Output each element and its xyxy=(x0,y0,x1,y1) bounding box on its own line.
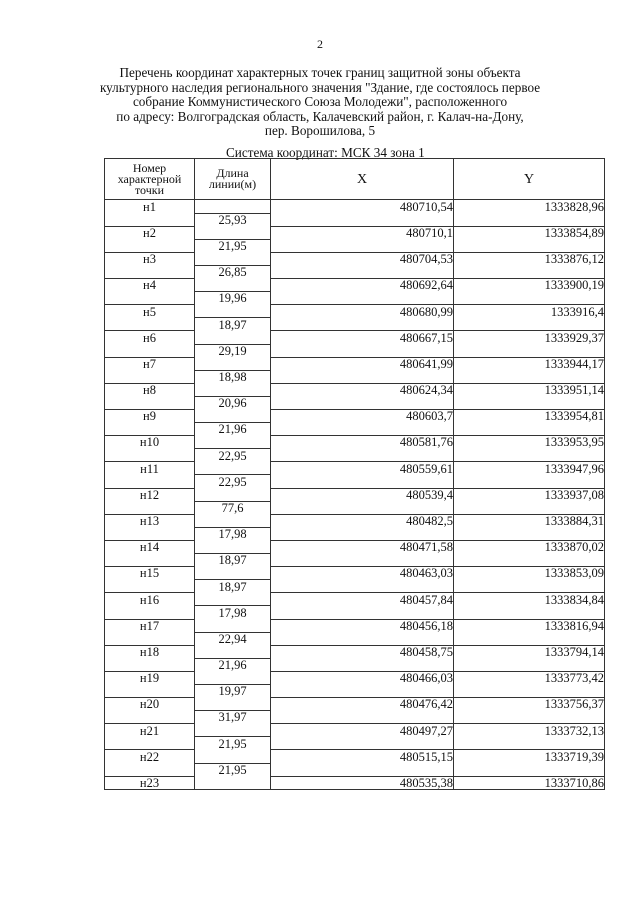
point-y: 1333937,08 xyxy=(454,488,605,501)
x-spacer xyxy=(271,396,454,409)
point-y: 1333719,39 xyxy=(454,750,605,763)
point-x: 480692,64 xyxy=(271,279,454,292)
page-number: 2 xyxy=(317,37,323,51)
length-spacer xyxy=(195,279,271,292)
length-spacer xyxy=(195,567,271,580)
x-spacer xyxy=(271,554,454,567)
table-row xyxy=(105,737,605,750)
point-x: 480641,99 xyxy=(271,357,454,370)
name-spacer xyxy=(105,711,195,724)
table-row xyxy=(105,540,605,553)
point-name: н20 xyxy=(105,698,195,711)
title-line-2: культурного наследия регионального значения "Здание, где состоялось первое xyxy=(99,79,541,95)
segment-length: 21,96 xyxy=(195,423,271,436)
table-row xyxy=(105,449,605,462)
point-name: н22 xyxy=(105,750,195,763)
point-x: 480497,27 xyxy=(271,724,454,737)
segment-length: 17,98 xyxy=(195,606,271,619)
header-length-line-2: линии(м) xyxy=(208,177,257,191)
table-row xyxy=(105,501,605,514)
segment-length: 19,96 xyxy=(195,292,271,305)
point-name: н3 xyxy=(105,252,195,265)
name-spacer xyxy=(105,344,195,357)
table-row xyxy=(105,239,605,252)
table-row xyxy=(105,383,605,396)
table-row xyxy=(105,711,605,724)
point-y: 1333954,81 xyxy=(454,410,605,423)
point-y: 1333756,37 xyxy=(454,698,605,711)
table-row xyxy=(105,410,605,423)
segment-length: 21,95 xyxy=(195,239,271,252)
table-row xyxy=(105,606,605,619)
header-point-number xyxy=(105,159,195,200)
name-spacer xyxy=(105,292,195,305)
x-spacer xyxy=(271,475,454,488)
name-spacer xyxy=(105,475,195,488)
segment-length: 77,6 xyxy=(195,501,271,514)
table-row xyxy=(105,305,605,318)
y-spacer xyxy=(454,501,605,514)
table-row xyxy=(105,671,605,684)
segment-length: 20,96 xyxy=(195,396,271,409)
table-row xyxy=(105,684,605,697)
x-spacer xyxy=(271,265,454,278)
name-spacer xyxy=(105,265,195,278)
length-spacer xyxy=(195,750,271,763)
point-name: н16 xyxy=(105,593,195,606)
name-spacer xyxy=(105,527,195,540)
point-y: 1333944,17 xyxy=(454,357,605,370)
table-row xyxy=(105,580,605,593)
segment-length: 25,93 xyxy=(195,213,271,226)
table-row xyxy=(105,226,605,239)
point-x: 480457,84 xyxy=(271,593,454,606)
length-spacer xyxy=(195,305,271,318)
point-name: н1 xyxy=(105,200,195,214)
point-x: 480463,03 xyxy=(271,567,454,580)
point-y: 1333732,13 xyxy=(454,724,605,737)
name-spacer xyxy=(105,318,195,331)
length-spacer xyxy=(195,540,271,553)
point-x: 480515,15 xyxy=(271,750,454,763)
title-line-4: по адресу: Волгоградская область, Калачевский район, г. Калач-на-Дону, xyxy=(116,108,524,124)
x-spacer xyxy=(271,580,454,593)
x-spacer xyxy=(271,213,454,226)
name-spacer xyxy=(105,632,195,645)
point-x: 480680,99 xyxy=(271,305,454,318)
point-x: 480624,34 xyxy=(271,383,454,396)
length-spacer xyxy=(195,410,271,423)
table-row xyxy=(105,292,605,305)
segment-length: 22,95 xyxy=(195,449,271,462)
y-spacer xyxy=(454,475,605,488)
point-y: 1333710,86 xyxy=(454,776,605,790)
point-x: 480710,54 xyxy=(271,200,454,214)
name-spacer xyxy=(105,737,195,750)
length-spacer xyxy=(195,488,271,501)
point-x: 480458,75 xyxy=(271,645,454,658)
point-x: 480559,61 xyxy=(271,462,454,475)
point-name: н2 xyxy=(105,226,195,239)
y-spacer xyxy=(454,239,605,252)
name-spacer xyxy=(105,239,195,252)
table-row xyxy=(105,462,605,475)
name-spacer xyxy=(105,423,195,436)
table-row xyxy=(105,514,605,527)
table-row xyxy=(105,567,605,580)
table-row xyxy=(105,645,605,658)
x-spacer xyxy=(271,711,454,724)
x-spacer xyxy=(271,527,454,540)
table-row xyxy=(105,213,605,226)
table-row xyxy=(105,252,605,265)
x-spacer xyxy=(271,632,454,645)
y-spacer xyxy=(454,527,605,540)
point-y: 1333853,09 xyxy=(454,567,605,580)
point-y: 1333876,12 xyxy=(454,252,605,265)
name-spacer xyxy=(105,580,195,593)
point-x: 480476,42 xyxy=(271,698,454,711)
x-spacer xyxy=(271,318,454,331)
segment-length: 21,95 xyxy=(195,737,271,750)
table-row xyxy=(105,750,605,763)
title-line-5: пер. Ворошилова, 5 xyxy=(264,123,376,139)
length-spacer xyxy=(195,645,271,658)
point-name: н10 xyxy=(105,436,195,449)
y-spacer xyxy=(454,265,605,278)
y-spacer xyxy=(454,658,605,671)
point-y: 1333854,89 xyxy=(454,226,605,239)
coordinates-table-body xyxy=(105,200,605,790)
table-row xyxy=(105,632,605,645)
length-spacer xyxy=(195,331,271,344)
name-spacer xyxy=(105,684,195,697)
table-row xyxy=(105,724,605,737)
point-y: 1333900,19 xyxy=(454,279,605,292)
title-line-1: Перечень координат характерных точек границ защитной зоны объекта xyxy=(119,65,521,80)
table-row xyxy=(105,593,605,606)
segment-length: 18,97 xyxy=(195,580,271,593)
y-spacer xyxy=(454,763,605,776)
point-name: н23 xyxy=(105,776,195,790)
point-x: 480581,76 xyxy=(271,436,454,449)
length-spacer xyxy=(195,226,271,239)
y-spacer xyxy=(454,449,605,462)
point-x: 480539,4 xyxy=(271,488,454,501)
point-y: 1333947,96 xyxy=(454,462,605,475)
y-spacer xyxy=(454,396,605,409)
point-x: 480535,38 xyxy=(271,776,454,790)
point-y: 1333794,14 xyxy=(454,645,605,658)
point-name: н5 xyxy=(105,305,195,318)
point-y: 1333828,96 xyxy=(454,200,605,214)
table-row xyxy=(105,344,605,357)
name-spacer xyxy=(105,554,195,567)
point-y: 1333951,14 xyxy=(454,383,605,396)
header-y: Y xyxy=(454,159,605,200)
x-spacer xyxy=(271,292,454,305)
point-y: 1333816,94 xyxy=(454,619,605,632)
point-name: н18 xyxy=(105,645,195,658)
length-spacer xyxy=(195,671,271,684)
point-x: 480710,1 xyxy=(271,226,454,239)
table-row xyxy=(105,488,605,501)
x-spacer xyxy=(271,684,454,697)
table-header-row xyxy=(105,159,605,200)
x-spacer xyxy=(271,606,454,619)
table-row xyxy=(105,658,605,671)
table-row xyxy=(105,370,605,383)
y-spacer xyxy=(454,318,605,331)
x-spacer xyxy=(271,763,454,776)
segment-length: 21,95 xyxy=(195,763,271,776)
segment-length: 22,95 xyxy=(195,475,271,488)
header-length-line-1: Длина xyxy=(216,166,249,180)
point-x: 480471,58 xyxy=(271,540,454,553)
point-name: н7 xyxy=(105,357,195,370)
length-spacer xyxy=(195,619,271,632)
y-spacer xyxy=(454,684,605,697)
point-name: н9 xyxy=(105,410,195,423)
header-point-line-2: характерной xyxy=(117,171,182,186)
name-spacer xyxy=(105,396,195,409)
table-row xyxy=(105,698,605,711)
point-x: 480456,18 xyxy=(271,619,454,632)
table-row xyxy=(105,423,605,436)
segment-length: 26,85 xyxy=(195,265,271,278)
length-spacer xyxy=(195,593,271,606)
length-spacer xyxy=(195,252,271,265)
y-spacer xyxy=(454,711,605,724)
segment-length: 18,98 xyxy=(195,370,271,383)
x-spacer xyxy=(271,423,454,436)
length-spacer xyxy=(195,514,271,527)
x-spacer xyxy=(271,239,454,252)
segment-length: 18,97 xyxy=(195,318,271,331)
y-spacer xyxy=(454,370,605,383)
point-name: н12 xyxy=(105,488,195,501)
title-line-3: собрание Коммунистического Союза Молодежи", расположенного xyxy=(132,94,508,110)
point-x: 480603,7 xyxy=(271,410,454,423)
x-spacer xyxy=(271,658,454,671)
point-name: н6 xyxy=(105,331,195,344)
point-y: 1333916,4 xyxy=(454,305,605,318)
point-y: 1333834,84 xyxy=(454,593,605,606)
y-spacer xyxy=(454,292,605,305)
segment-length: 17,98 xyxy=(195,527,271,540)
length-spacer xyxy=(195,200,271,214)
length-spacer xyxy=(195,724,271,737)
segment-length: 19,97 xyxy=(195,684,271,697)
table-row xyxy=(105,763,605,776)
y-spacer xyxy=(454,580,605,593)
y-spacer xyxy=(454,213,605,226)
length-spacer xyxy=(195,698,271,711)
y-spacer xyxy=(454,606,605,619)
name-spacer xyxy=(105,213,195,226)
y-spacer xyxy=(454,344,605,357)
point-name: н21 xyxy=(105,724,195,737)
header-line-length xyxy=(195,159,271,200)
table-row xyxy=(105,265,605,278)
length-spacer xyxy=(195,436,271,449)
y-spacer xyxy=(454,632,605,645)
point-name: н8 xyxy=(105,383,195,396)
point-x: 480704,53 xyxy=(271,252,454,265)
table-row xyxy=(105,200,605,214)
header-point-line-3: точки xyxy=(134,182,165,197)
table-row xyxy=(105,475,605,488)
point-name: н13 xyxy=(105,514,195,527)
point-name: н19 xyxy=(105,671,195,684)
point-x: 480466,03 xyxy=(271,671,454,684)
point-x: 480667,15 xyxy=(271,331,454,344)
point-x: 480482,5 xyxy=(271,514,454,527)
table-row xyxy=(105,357,605,370)
table-row xyxy=(105,527,605,540)
name-spacer xyxy=(105,763,195,776)
coordinates-table xyxy=(104,158,605,790)
x-spacer xyxy=(271,501,454,514)
point-y: 1333929,37 xyxy=(454,331,605,344)
point-y: 1333870,02 xyxy=(454,540,605,553)
table-row xyxy=(105,331,605,344)
segment-length: 21,96 xyxy=(195,658,271,671)
y-spacer xyxy=(454,737,605,750)
coordinate-system-label: Система координат: МСК 34 зона 1 xyxy=(226,145,425,160)
point-name: н4 xyxy=(105,279,195,292)
x-spacer xyxy=(271,449,454,462)
name-spacer xyxy=(105,658,195,671)
name-spacer xyxy=(105,449,195,462)
segment-length: 29,19 xyxy=(195,344,271,357)
y-spacer xyxy=(454,554,605,567)
table-row xyxy=(105,279,605,292)
table-row xyxy=(105,554,605,567)
length-spacer xyxy=(195,776,271,790)
x-spacer xyxy=(271,370,454,383)
x-spacer xyxy=(271,344,454,357)
segment-length: 31,97 xyxy=(195,711,271,724)
name-spacer xyxy=(105,606,195,619)
point-y: 1333773,42 xyxy=(454,671,605,684)
header-point-line-1: Номер xyxy=(132,160,167,175)
table-row xyxy=(105,776,605,790)
x-spacer xyxy=(271,737,454,750)
name-spacer xyxy=(105,501,195,514)
point-y: 1333953,95 xyxy=(454,436,605,449)
table-row xyxy=(105,619,605,632)
segment-length: 18,97 xyxy=(195,554,271,567)
point-name: н11 xyxy=(105,462,195,475)
table-row xyxy=(105,318,605,331)
segment-length: 22,94 xyxy=(195,632,271,645)
document-title xyxy=(80,66,560,139)
length-spacer xyxy=(195,462,271,475)
length-spacer xyxy=(195,357,271,370)
table-row xyxy=(105,436,605,449)
y-spacer xyxy=(454,423,605,436)
table-row xyxy=(105,396,605,409)
point-name: н17 xyxy=(105,619,195,632)
name-spacer xyxy=(105,370,195,383)
point-name: н14 xyxy=(105,540,195,553)
header-x: X xyxy=(271,159,454,200)
length-spacer xyxy=(195,383,271,396)
point-y: 1333884,31 xyxy=(454,514,605,527)
point-name: н15 xyxy=(105,567,195,580)
